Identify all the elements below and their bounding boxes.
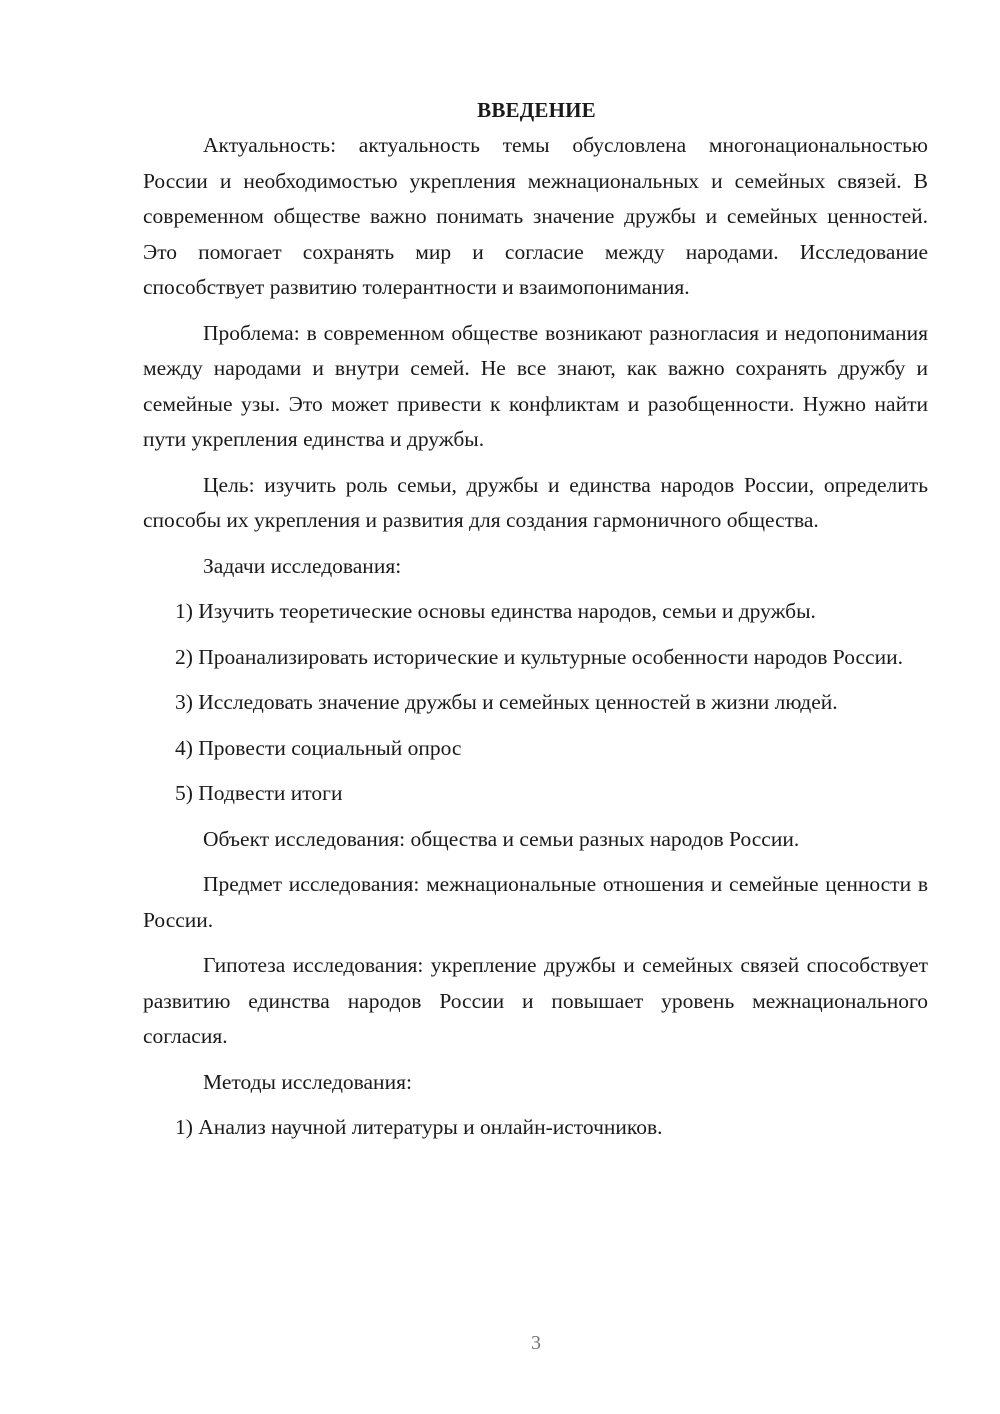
- section-heading: ВВЕДЕНИЕ: [477, 98, 596, 122]
- paragraph-hypothesis: Гипотеза исследования: укрепление дружбы и семейных связей способствует развитию единства народов России и повышает уровень межнационального согласия.: [143, 953, 928, 1048]
- list-item-task-4: 4) Провести социальный опрос: [175, 735, 462, 760]
- list-item-task-5: 5) Подвести итоги: [175, 781, 343, 805]
- paragraph-subject: Предмет исследования: межнациональные отношения и семейные ценности в России.: [143, 872, 928, 932]
- document-page: [143, 92, 928, 1146]
- list-item-method-1: 1) Анализ научной литературы и онлайн-источников.: [175, 1115, 663, 1139]
- list-item-task-1: 1) Изучить теоретические основы единства народов, семьи и дружбы.: [175, 599, 816, 623]
- paragraph-relevance: Актуальность: актуальность темы обусловлена многонациональностью России и необходимостью укрепления межнациональных и семейных связей. В современном обществе важно понимать значение дружбы и семейных ценностей. Это помогает сохранять мир и согласие между народами. Исследование способствует развитию толерантности и взаимопонимания.: [143, 133, 928, 299]
- paragraph-problem: Проблема: в современном обществе возникают разногласия и недопонимания между народами и внутри семей. Не все знают, как важно сохранять дружбу и семейные узы. Это может привести к конфликтам и разобщенности. Нужно найти пути укрепления единства и дружбы.: [143, 320, 928, 451]
- list-item-task-2: 2) Проанализировать исторические и культурные особенности народов России.: [175, 644, 903, 669]
- page-number: 3: [531, 1332, 541, 1354]
- list-item-task-3: 3) Исследовать значение дружбы и семейных ценностей в жизни людей.: [175, 690, 838, 714]
- paragraph-methods-heading: Методы исследования:: [203, 1069, 412, 1094]
- paragraph-tasks-heading: Задачи исследования:: [203, 553, 402, 578]
- paragraph-goal: Цель: изучить роль семьи, дружбы и единства народов России, определить способы их укрепления и развития для создания гармоничного общества.: [143, 472, 928, 532]
- paragraph-object: Объект исследования: общества и семьи разных народов России.: [203, 826, 800, 851]
